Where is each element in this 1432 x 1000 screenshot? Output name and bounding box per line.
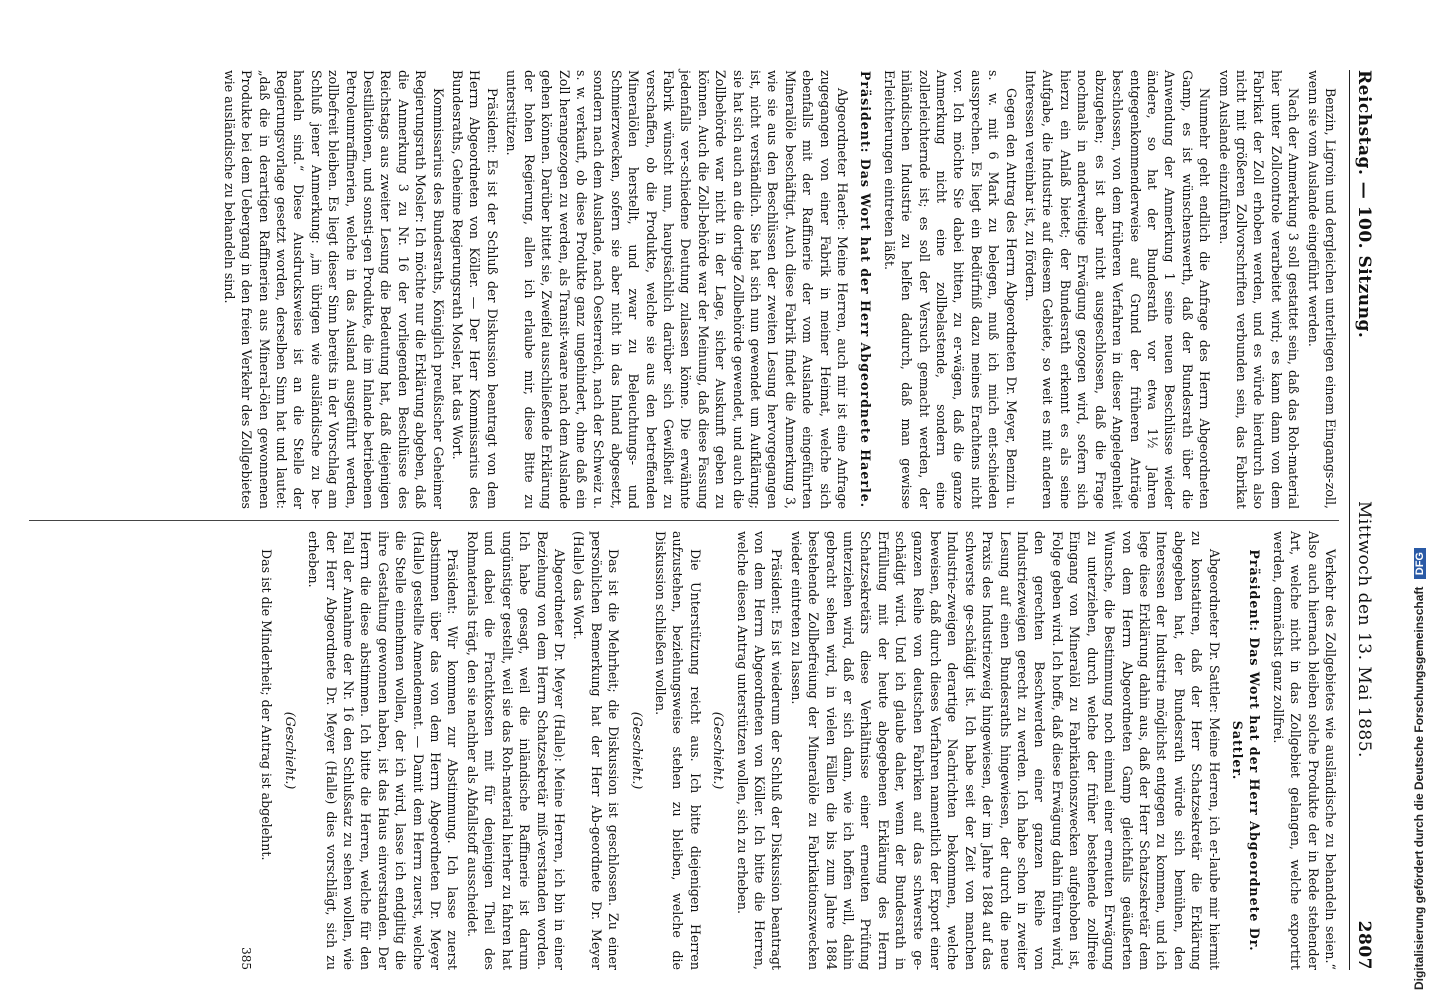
column-left xyxy=(29,70,1339,509)
paragraph: Nach der Anmerkung 3 soll gestattet sein, daß das Roh-material hier unter Zollcontrole verarbeitet wird; es kann dann von dem Fabrikat der Zoll erhoben werden, und es würde hierdurch also nicht mit größeren Zollvorschriften verbunden sein, das Fabrikat vom Auslande einzuführen. xyxy=(1216,70,1302,509)
paragraph: Die Unterstützung reicht aus. Ich bitte diejenigen Herren aufzustehen, beziehungsweise stehen zu bleiben, welche die Diskussion schließen wollen. xyxy=(652,531,703,970)
speech: Abgeordneter Haerle: Meine Herren, auch mir ist eine Anfrage zugegangen von einer Fabrik in meiner Heimat, welche sich ebenfalls mit der Raffinerie der vom Auslande eingeführten Mineralöle beschäftigt. Auch diese Fabrik findet die Anmerkung 3, wie sie aus den Beschlüssen der zweiten Lesung hervorgegangen ist, nicht verständlich. Sie hat sich nun gewendet um Aufklärung; sie hat sich auch an die dortige Zollbehörde gewendet, und auch die Zollbehörde war nicht in der Lage, sicher Auskunft geben zu können. Auch die Zoll-behörde war der Meinung, daß diese Fassung jedenfalls ver-schiedene Deutung zulassen könne. Die erwähnte Fabrik wünscht nun, hauptsächlich darüber sich Gewißheit zu verschaffen, ob die Produkte, welche sie aus den betreffenden Mineralölen herstellt, und zwar zu Beleuchtungs- und Schmierzwecken, sofern sie aber nicht in das Inland abgesetzt, sondern nach dem Auslande, nach Oesterreich, nach der Schweiz u. s. w. verkauft, ob diese Produkte ganz ungehindert, ohne daß ein Zoll herangezogen zu werden, als Transit-waare nach dem Auslande gehen können. Darüber bittet sie, Zweifel ausschließende Erklärung der hohen Regierung, allen ich erlaube mir, diese Bitte zu unterstützen. xyxy=(504,70,851,509)
paragraph: Das ist die Minderheit; der Antrag ist abgelehnt. xyxy=(259,549,275,861)
paragraph: Abgeordneter Dr. Meyer (Halle): Meine Herren, ich bin in einer Beziehung von dem Herrn Schatzsekretär miß-verstanden worden. Ich habe gesagt, weil die inländische Raffinerie ist darum ungünstiger gestellt, weil sie das Roh-material hierher zu fahren hat und dabei die Frachtkosten mit für denjenigen Theil des Rohmaterials trägt, den sie nachher als Abfallstoff ausscheidet. xyxy=(464,531,567,970)
president-line: Präsident: Es ist wiederum der Schluß der Diskussion beantragt von dem Herrn Abgeordneten von Köller. Ich bitte die Herren, welche diesen Antrag unterstützen wollen, sich zu erheben. xyxy=(734,531,785,970)
page-header xyxy=(1349,70,1374,970)
digitization-note xyxy=(1408,0,1432,1000)
column-right xyxy=(29,531,1339,970)
paragraph: Gegen den Antrag des Herrn Abgeordneten Dr. Meyer, Benzin u. s. w. mit 6 Mark zu belegen, muß ich mich ent-schieden aussprechen. Es liegt ein Bedürfniß dazu meines Erachtens nicht vor. Ich möchte Sie dabei bitten, zu er-wägen, daß die ganze Anmerkung nicht eine zollbelastende, sondern eine zollerleichternde ist; es soll der Versuch gemacht werden, der inländischen Industrie zu helfen dadurch, daß man gewisse Erleichterungen eintreten läßt. xyxy=(881,70,1019,509)
footer-number: 385 xyxy=(239,947,254,970)
digitization-text: Digitalisierung gefördert durch die Deutsche Forschungsgemeinschaft xyxy=(1412,586,1426,990)
paragraph: Präsident: Wir kommen zur Abstimmung. Ich lasse zuerst abstimmen über das von dem Herrn Abgeordneten Dr. Meyer (Halle) gestellte Amendement. — Damit dem Herrn zuerst, welche die Stelle einnehmen wollen, der ich wird, lasse ich endgiltig die ihre Gestaltung gewonnen haben, ist das Haus einverstanden. Der Herrn die diese abstimmen. Ich bitte die Herren, welche für den Fall der Annahme der Nr. 16 den Schlußsatz zu sehen wollen, wie der Herr Abgeordnete Dr. Meyer (Halle) dies vorschlägt, sich zu erheben. xyxy=(306,531,461,970)
paragraph: Benzin, Ligroin und dergleichen unterliegen einem Eingangs-zoll, wenn sie vom Auslande eingeführt werden. xyxy=(1305,70,1338,509)
digitization-text-wrap xyxy=(1412,548,1426,990)
stage-direction: (Geschieht.) xyxy=(711,711,727,790)
speech: Abgeordneter Dr. Sattler: Meine Herren, ich er-laube mir hiermit zu konstatiren, daß der Herr Schatzsekretär die Erklärung abgegeben hat, der Bundesrath würde sich bemühen, den Interessen der Industrie möglichst entgegen zu kommen, und ich lege diese Erklärung dahin aus, daß der Herr Schatzsekretär dem von dem Herrn Abgeordneten Gamp gleichfalls geäußerten Wunsche, die Bestimmung noch einmal einer erneuten Erwägung zu unterziehen, durch welche der früher bestehende zollfreie Eingang von Mineralöl zu Fabrikationszwecken aufgehoben ist, Folge geben wird. Ich hoffe, daß diese Erwägung dahin führen wird, den gerechten Beschwerden einer ganzen Reihe von Industriezweigen gerecht zu werden. Ich habe schon in zweiter Lesung auf einen Bundesraths hingewiesen, der durch die neue Praxis des Industriezweig hingewiesen, der im Jahre 1884 auf das schwerste ge-schädigt ist. Ich habe seit der Zeit von manchen Industrie-zweigen derartige Nachrichten bekommen, welche beweisen, daß durch dieses Verfahren namentlich der Export einer ganzen Reihe von deutschen Fabriken auf das schwerste ge-schädigt wird. Und ich glaube daher, wenn der Bundesrath in Erfüllung mit der heute abgegebenen Erklärung des Herrn Schatzsekretärs diese Verhältnisse einer erneuten Prüfung unterziehen wird, daß er sich dann, wie ich hoffen will, dahin gebracht sehen wird, in vielen Fällen die bis zum Jahre 1884 bestehende Zollbefreiung der Mineralöle zu Fabrikationszwecken wieder eintreten zu lassen. xyxy=(788,531,1222,970)
stage-direction: (Geschieht.) xyxy=(282,711,298,790)
speaker-line: Präsident: Das Wort hat der Herr Abgeordnete Haerle. xyxy=(858,70,874,509)
speaker-line: Präsident: Das Wort hat der Herr Abgeordnete Dr. Sattler. xyxy=(1229,549,1263,952)
page-number: 2807 xyxy=(1354,920,1374,970)
text-columns xyxy=(29,70,1339,970)
paragraph: Nunmehr geht endlich die Anfrage des Herrn Abgeordneten Gamp, es ist wünschenswerth, daß der Bundesrath über die Anwendung der Anmerkung 1 seine neuen Beschlüsse wieder ändere, so hat der Bundesrath vor etwa 1½ Jahren entgegenkommenderweise auf Grund der früheren Anträge beschlossen, von dem früheren Verfahren in dieser Angelegenheit abzugehen; es ist aber nicht ausgeschlossen, daß die Frage nochmals in anderweitige Erwägung gezogen wird, sofern sich hierzu ein Anlaß bietet; der Bundesrath erkennt es als seine Aufgabe, die Industrie auf diesem Gebiete, so weit es mit anderen Interessen vereinbar ist, zu fördern. xyxy=(1023,70,1213,509)
stage-direction: (Geschieht.) xyxy=(629,711,645,790)
president-line: Präsident: Es ist der Schluß der Diskussion beantragt von dem Herrn Abgeordneten von Köller. — Der Herr Kommissarius des Bundesraths, Geheime Regierungsrath Mosler, hat das Wort. xyxy=(450,70,500,509)
dfg-logo: DFG xyxy=(1414,548,1426,579)
paragraph: Das ist die Mehrheit; die Diskussion ist geschlossen. Zu einer persönlichen Bemerkung hat der Herr Ab-geordnete Dr. Meyer (Halle) das Wort. xyxy=(571,531,622,970)
header-left: Reichstag. — 100. Sitzung. xyxy=(1354,70,1374,339)
header-date: Mittwoch den 13. Mai 1885. xyxy=(1354,501,1374,758)
paragraph: Kommissarius des Bundesraths, Königlich preußischer Geheimer Regierungsrath Mosler: Ich möchte nur die Erklärung abgeben, daß die Anmerkung 3 zu Nr. 16 der vorliegenden Beschlüsse des Reichstags aus zweiter Lesung die Bedeutung hat, daß diejenigen Destillationen, und sonsti-gen Produkte, die im Inlande betriebenen Petroleumraffinerien, welche in das Ausland ausgeführt werden, zollbefreit bleiben. Es liegt dieser Sinn bereits in der Vorschlag am Schluß jener Anmerkung: „im übrigen wie ausländische zu be-handeln sind.“ Diese Ausdrucksweise ist an die Stelle der Regierungsvorlage gesetzt worden, derselben Sinn hat und lautet: „daß die in derartigen Raffinerien aus Mineral-ölen gewonnenen Produkte bei dem Uebergang in den freien Verkehr des Zollgebietes wie ausländische zu behandeln sind. xyxy=(221,70,446,509)
paragraph: Verkehr des Zollgebietes wie ausländische zu behandeln seien.“ Also auch hiernach bleiben solche Produkte der in Rede stehender Art, welche nicht in das Zollgebiet gelangen, welche exportirt werden, demnächst ganz zollfrei. xyxy=(1270,531,1338,970)
